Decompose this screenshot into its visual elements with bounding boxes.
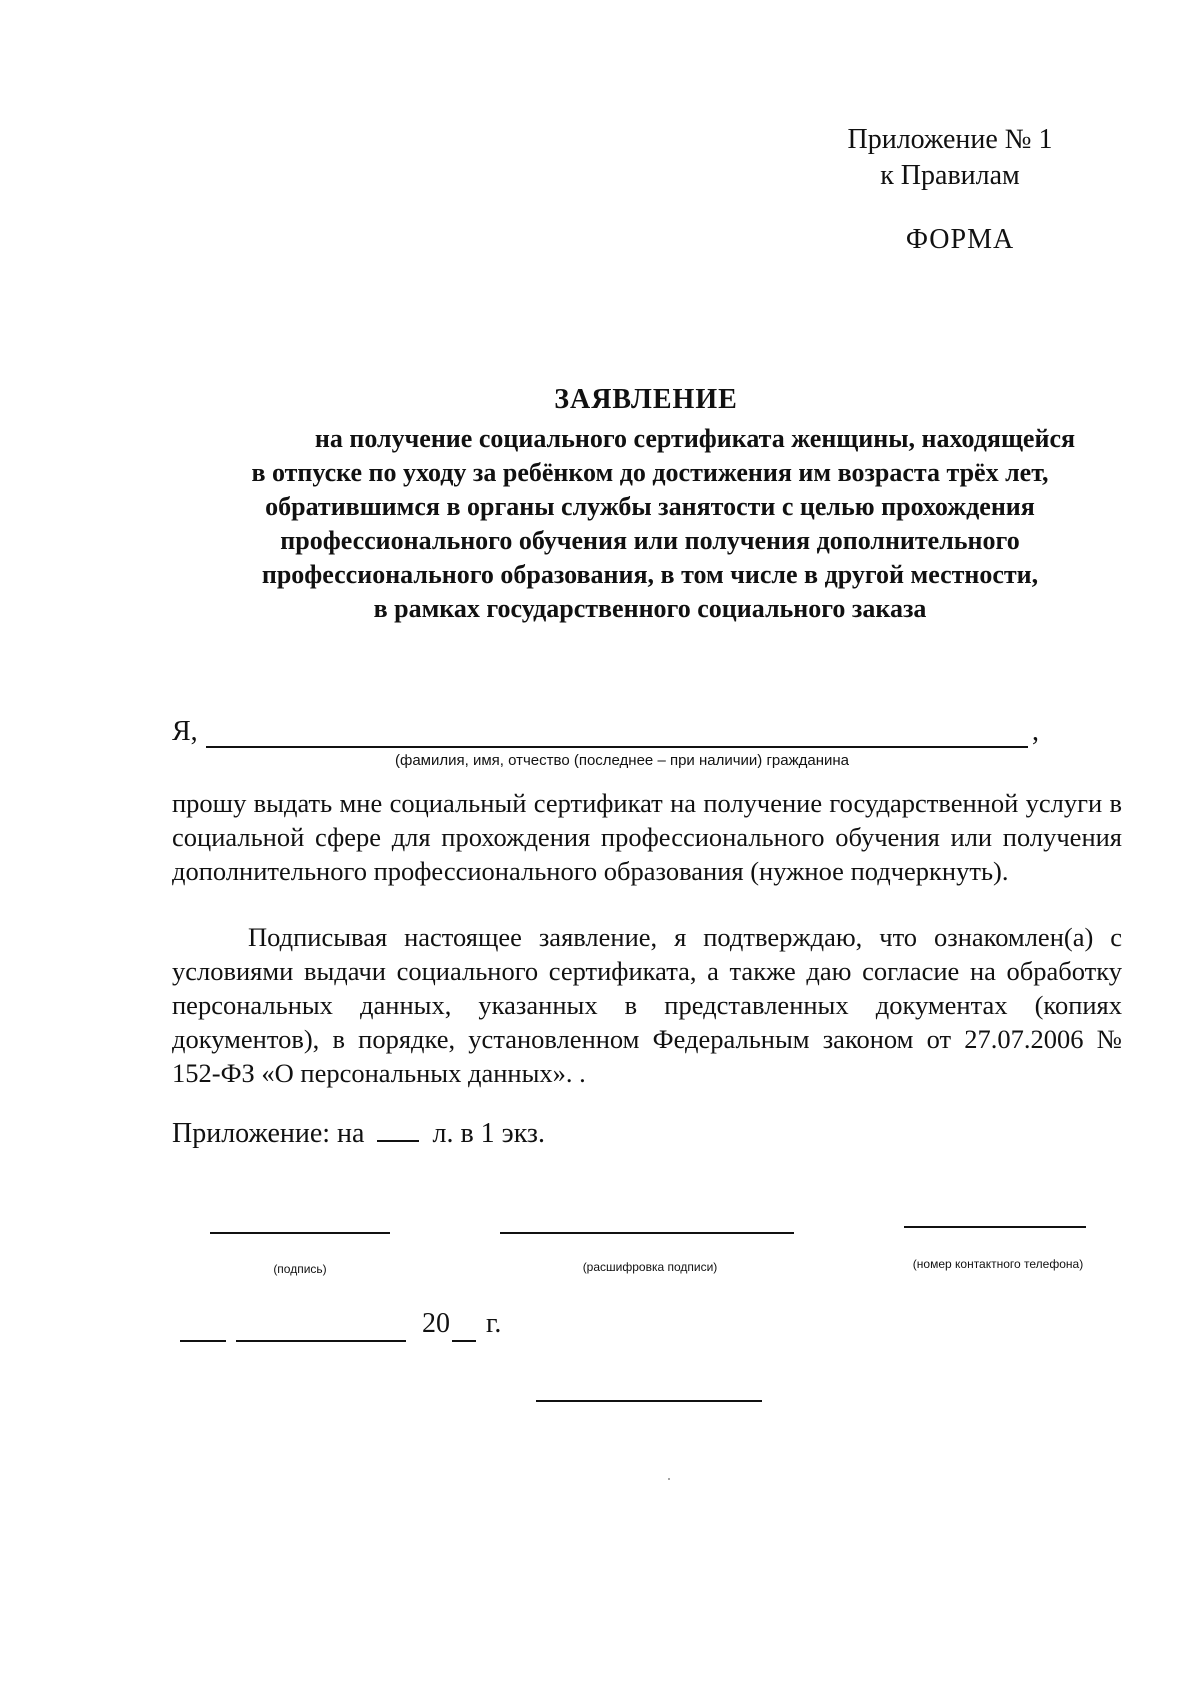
bottom-signature-field[interactable] bbox=[536, 1400, 762, 1402]
annex-rules: к Правилам bbox=[880, 160, 1020, 191]
date-month-field[interactable] bbox=[236, 1340, 406, 1342]
scan-speck bbox=[668, 1478, 670, 1480]
document-title: ЗАЯВЛЕНИЕ bbox=[554, 384, 738, 415]
applicant-name-caption: (фамилия, имя, отчество (последнее – при наличии) гражданина bbox=[395, 752, 850, 769]
applicant-row bbox=[172, 716, 1072, 756]
applicant-name-field[interactable] bbox=[206, 746, 1028, 748]
date-year-prefix: 20 bbox=[422, 1308, 450, 1339]
applicant-suffix: , bbox=[1032, 716, 1039, 747]
form-label: ФОРМА bbox=[905, 224, 1015, 255]
annex-reference bbox=[820, 122, 1080, 194]
attachment-prefix: Приложение: на bbox=[172, 1118, 365, 1149]
applicant-prefix: Я, bbox=[172, 716, 198, 747]
subtitle-line: на получение социального сертификата женщины, находящейся bbox=[314, 424, 1076, 453]
signature-decryption-field[interactable] bbox=[500, 1232, 794, 1234]
document-subtitle bbox=[190, 422, 1110, 626]
date-year-suffix: г. bbox=[486, 1308, 502, 1339]
attachment-line bbox=[172, 1116, 545, 1150]
attachment-suffix: л. в 1 экз. bbox=[432, 1118, 545, 1149]
contact-phone-field[interactable] bbox=[904, 1226, 1086, 1228]
subtitle-line: в отпуске по уходу за ребёнком до достижения им возраста трёх лет, bbox=[251, 458, 1049, 487]
request-paragraph: прошу выдать мне социальный сертификат на получение государственной услуги в социальной сфере для прохождения профессионального обучения или получения дополнительного профессионального образования (нужное подчеркнуть). bbox=[172, 788, 1122, 886]
subtitle-line: профессионального образования, в том числе в другой местности, bbox=[261, 560, 1039, 589]
subtitle-line: профессионального обучения или получения дополнительного bbox=[280, 526, 1020, 555]
signature-caption: (подпись) bbox=[273, 1262, 327, 1276]
date-day-field[interactable] bbox=[180, 1340, 226, 1342]
attachment-pages-field[interactable] bbox=[377, 1116, 419, 1142]
subtitle-line: в рамках государственного социального заказа bbox=[373, 594, 927, 623]
signature-decryption-caption: (расшифровка подписи) bbox=[582, 1260, 718, 1274]
contact-phone-caption: (номер контактного телефона) bbox=[912, 1257, 1084, 1271]
consent-paragraph: Подписывая настоящее заявление, я подтверждаю, что ознакомлен(а) с условиями выдачи социального сертификата, а также даю согласие на обработку персональных данных, указанных в представленных документах (копиях документов), в порядке, установленном Федеральным законом от 27.07.2006 № 152-ФЗ «О персональных данных». . bbox=[172, 922, 1122, 1088]
signature-field[interactable] bbox=[210, 1232, 390, 1234]
annex-number: Приложение № 1 bbox=[847, 124, 1053, 155]
date-year-field[interactable] bbox=[452, 1340, 476, 1342]
subtitle-line: обратившимся в органы службы занятости с целью прохождения bbox=[265, 492, 1035, 521]
